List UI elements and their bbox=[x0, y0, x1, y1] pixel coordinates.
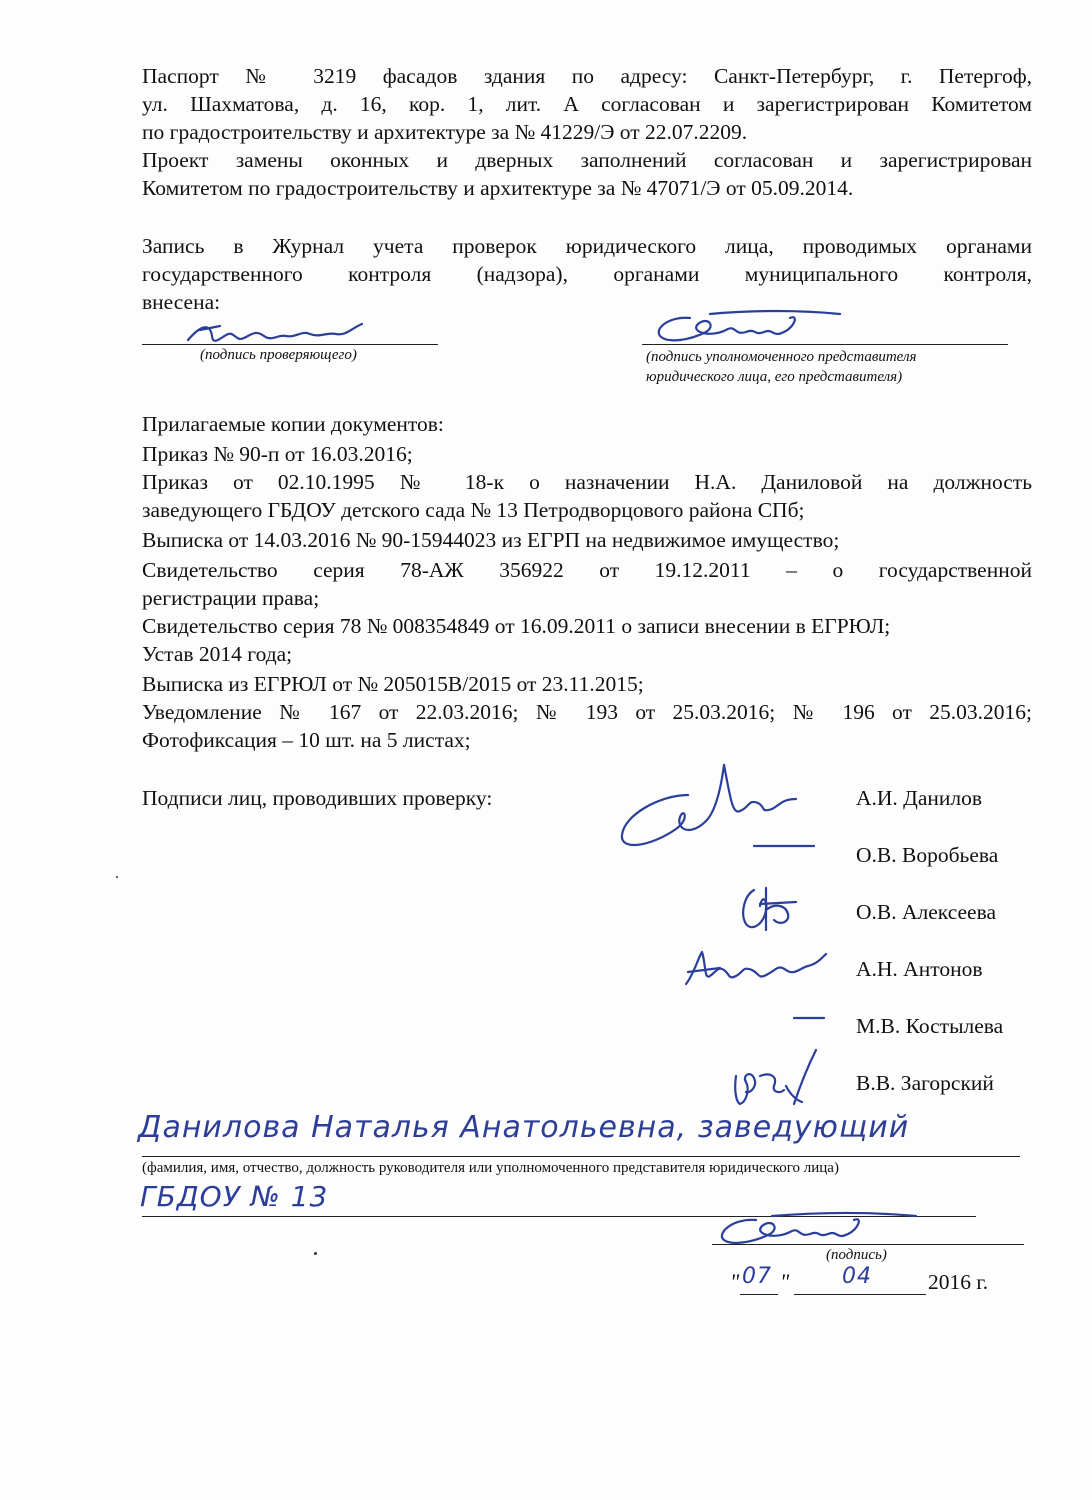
date-day-line bbox=[740, 1294, 778, 1295]
attachment-line: Уведомление № 167 от 22.03.2016; № 193 от 25.03.2016; № 196 от 25.03.2016; bbox=[142, 700, 1032, 724]
signature-zagorsky bbox=[720, 1046, 830, 1118]
date-month-line bbox=[794, 1294, 926, 1295]
journal-line-1: Запись в Журнал учета проверок юридического лица, проводимых органами bbox=[142, 234, 1032, 258]
passport-line-2: ул. Шахматова, д. 16, кор. 1, лит. А согласован и зарегистрирован Комитетом bbox=[142, 92, 1032, 116]
inspector-name: О.В. Алексеева bbox=[856, 900, 997, 924]
representative-name-line bbox=[142, 1156, 1020, 1157]
handwritten-representative-name: Данилова Наталья Анатольевна, заведующий bbox=[138, 1110, 910, 1145]
attachment-line: Выписка из ЕГРЮЛ от № 205015В/2015 от 23.11.2015; bbox=[142, 672, 644, 696]
signature-caption: (подпись) bbox=[826, 1247, 887, 1263]
signature-kostyleva bbox=[790, 1012, 830, 1024]
passport-line-1: Паспорт № 3219 фасадов здания по адресу: Санкт-Петербург, г. Петергоф, bbox=[142, 64, 1032, 88]
representative-final-signature bbox=[712, 1210, 922, 1252]
inspector-name: О.В. Воробьева bbox=[856, 843, 999, 867]
journal-line-3: внесена: bbox=[142, 290, 221, 314]
inspector-name: М.В. Костылева bbox=[856, 1014, 1004, 1038]
signature-line bbox=[712, 1244, 1024, 1245]
attachment-line: Свидетельство серия 78 № 008354849 от 16.09.2011 о записи внесении в ЕГРЮЛ; bbox=[142, 614, 891, 638]
scan-speck bbox=[314, 1252, 317, 1255]
scan-speck bbox=[116, 876, 118, 878]
handwritten-organization: ГБДОУ № 13 bbox=[140, 1180, 329, 1213]
representative-caption: (фамилия, имя, отчество, должность руководителя или уполномоченного представителя юридического лица) bbox=[142, 1160, 839, 1176]
date-day: 07 bbox=[742, 1264, 772, 1289]
attachment-line: Фотофиксация – 10 шт. на 5 листах; bbox=[142, 728, 471, 752]
date-month: 04 bbox=[842, 1264, 872, 1289]
attachment-line: Приказ № 90-п от 16.03.2016; bbox=[142, 442, 413, 466]
inspector-name: А.Н. Антонов bbox=[856, 957, 983, 981]
journal-line-2: государственного контроля (надзора), органами муниципального контроля, bbox=[142, 262, 1032, 286]
signature-antonov bbox=[680, 944, 830, 994]
attachment-line: заведующего ГБДОУ детского сада № 13 Петродворцового района СПб; bbox=[142, 498, 805, 522]
signature-alekseeva bbox=[730, 880, 810, 940]
inspector-name: А.И. Данилов bbox=[856, 786, 983, 810]
passport-line-3: по градостроительству и архитектуре за № 41229/Э от 22.07.2209. bbox=[142, 120, 748, 144]
project-line-1: Проект замены оконных и дверных заполнений согласован и зарегистрирован bbox=[142, 148, 1032, 172]
date-open-quote: " bbox=[730, 1269, 740, 1294]
date-year: 2016 г. bbox=[928, 1270, 989, 1294]
date-close-quote: " bbox=[780, 1269, 790, 1294]
attachments-heading: Прилагаемые копии документов: bbox=[142, 412, 444, 436]
signature-vorobyeva bbox=[750, 838, 820, 854]
attachment-line: Приказ от 02.10.1995 № 18-к о назначении Н.А. Даниловой на должность bbox=[142, 470, 1032, 494]
representative-caption-2: юридического лица, его представителя) bbox=[646, 369, 903, 385]
attachment-line: Устав 2014 года; bbox=[142, 642, 293, 666]
representative-caption-1: (подпись уполномоченного представителя bbox=[646, 349, 917, 365]
project-line-2: Комитетом по градостроительству и архитектуре за № 47071/Э от 05.09.2014. bbox=[142, 176, 854, 200]
inspectors-label: Подписи лиц, проводивших проверку: bbox=[142, 786, 493, 810]
inspector-signature bbox=[180, 316, 380, 356]
attachment-line: регистрации права; bbox=[142, 586, 320, 610]
representative-signature bbox=[650, 306, 850, 351]
inspector-signature-caption: (подпись проверяющего) bbox=[200, 347, 357, 363]
attachment-line: Свидетельство серия 78-АЖ 356922 от 19.12.2011 – о государственной bbox=[142, 558, 1032, 582]
inspector-name: В.В. Загорский bbox=[856, 1071, 994, 1095]
attachment-line: Выписка от 14.03.2016 № 90-15944023 из ЕГРП на недвижимое имущество; bbox=[142, 528, 840, 552]
